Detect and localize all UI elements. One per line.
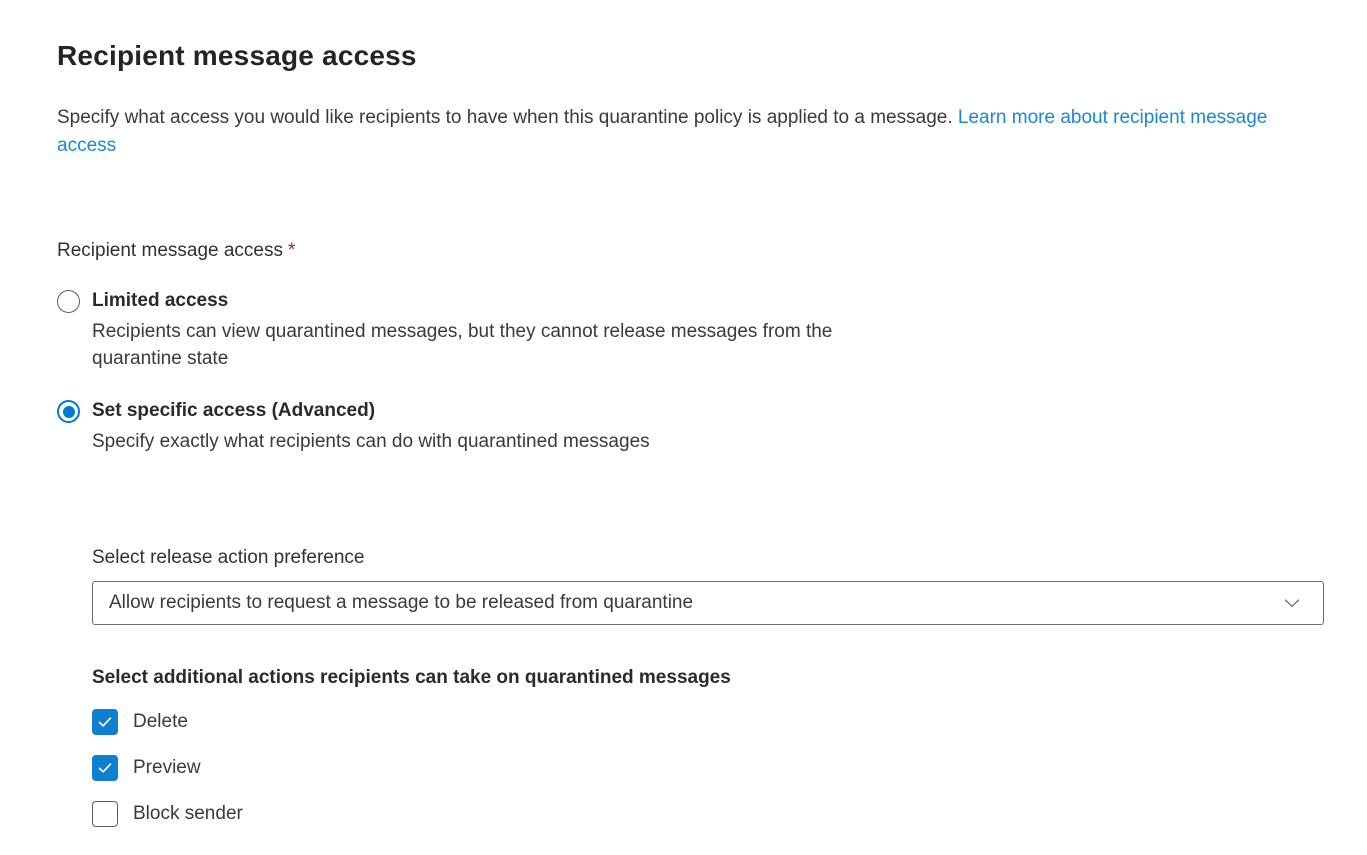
limited-access-description: Recipients can view quarantined messages, but they cannot release messages from the quarantine state	[92, 321, 833, 369]
set-specific-access-label[interactable]: Set specific access (Advanced)	[92, 400, 376, 421]
delete-checkbox-row[interactable]	[92, 709, 1320, 735]
release-action-label: Select release action preference	[92, 547, 365, 568]
radio-selected-icon[interactable]	[57, 400, 80, 423]
checkbox-checked-icon[interactable]	[92, 709, 118, 735]
access-field-label	[57, 240, 1320, 262]
checkbox-unchecked-icon[interactable]	[92, 801, 118, 827]
block-sender-checkbox-row[interactable]	[92, 801, 1320, 827]
learn-more-link[interactable]: Learn more about recipient message access	[57, 107, 1268, 156]
block-sender-checkbox-label[interactable]: Block sender	[133, 803, 243, 824]
set-specific-access-description: Specify exactly what recipients can do with quarantined messages	[92, 431, 650, 452]
page-description-text: Specify what access you would like recipients to have when this quarantine policy is applied to a message.	[57, 107, 953, 128]
additional-actions-label: Select additional actions recipients can take on quarantined messages	[92, 667, 731, 688]
delete-checkbox-label[interactable]: Delete	[133, 711, 188, 732]
radio-option-set-specific-access[interactable]	[57, 398, 1320, 455]
required-asterisk: *	[288, 240, 296, 261]
limited-access-label[interactable]: Limited access	[92, 290, 229, 311]
page-title: Recipient message access	[57, 40, 417, 71]
checkbox-checked-icon[interactable]	[92, 755, 118, 781]
chevron-down-icon[interactable]	[1283, 594, 1301, 612]
page-description	[57, 104, 1320, 160]
radio-option-limited-access[interactable]	[57, 288, 1320, 372]
access-field-label-text: Recipient message access	[57, 240, 283, 261]
radio-unselected-icon[interactable]	[57, 290, 80, 313]
preview-checkbox-label[interactable]: Preview	[133, 757, 201, 778]
advanced-access-section	[92, 547, 1320, 827]
preview-checkbox-row[interactable]	[92, 755, 1320, 781]
release-action-selected-value: Allow recipients to request a message to be released from quarantine	[109, 592, 694, 613]
release-action-dropdown[interactable]	[92, 581, 1324, 625]
